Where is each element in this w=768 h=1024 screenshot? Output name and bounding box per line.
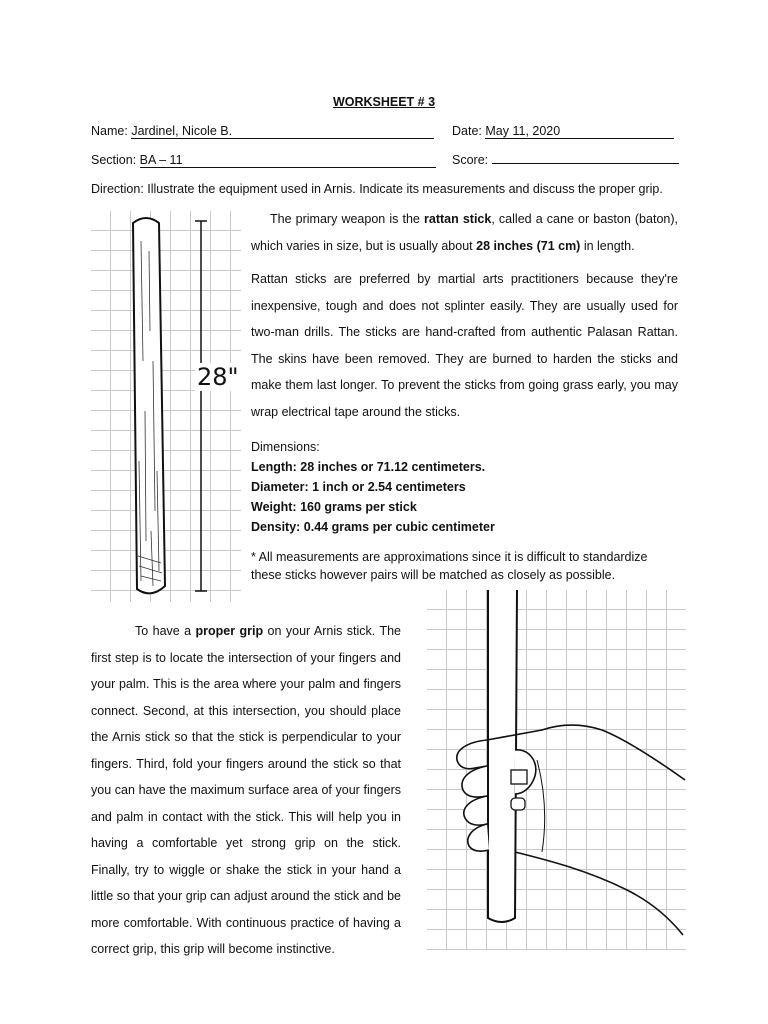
dimension-length: Length: 28 inches or 71.12 centimeters.	[251, 460, 486, 474]
dimensions-block	[251, 437, 678, 537]
rattan-paragraph: Rattan sticks are preferred by martial arts practitioners because they're inexpensive, tough and does not splinter easily. They are usually used for two-man drills. The sticks are hand-crafted from authentic Palasan Rattan. The skins have been removed. They are burned to harden the sticks and make them last longer. To prevent the sticks from going grass early, you may wrap electrical tape around the sticks.	[251, 272, 678, 419]
section-value: BA – 11	[140, 153, 436, 168]
date-row	[452, 124, 674, 139]
name-row	[91, 124, 434, 139]
worksheet-title: WORKSHEET # 3	[332, 95, 436, 109]
date-value: May 11, 2020	[485, 124, 674, 139]
dimension-diameter: Diameter: 1 inch or 2.54 centimeters	[251, 480, 466, 494]
grip-paragraph	[91, 618, 401, 963]
stick-drawing-grid	[91, 211, 241, 602]
dimensions-heading: Dimensions:	[251, 440, 320, 454]
name-label: Name:	[91, 124, 128, 138]
grip-drawing-grid	[427, 590, 686, 950]
length-label: 28"	[197, 363, 239, 391]
dimension-weight: Weight: 160 grams per stick	[251, 500, 417, 514]
direction-text: Direction: Illustrate the equipment used in Arnis. Indicate its measurements and discuss the proper grip.	[91, 182, 663, 196]
dimension-density: Density: 0.44 grams per cubic centimeter	[251, 520, 495, 534]
section-label: Section:	[91, 153, 137, 167]
intro-paragraph	[251, 206, 678, 259]
hand-grip-drawing	[427, 590, 686, 950]
intro-text-3: in length.	[580, 238, 635, 253]
intro-text-1: The primary weapon is the	[270, 212, 424, 226]
score-row	[452, 153, 679, 167]
grip-proper-grip: proper grip	[195, 624, 264, 638]
section-row	[91, 153, 436, 168]
measurement-note: * All measurements are approximations since it is difficult to standardize these sticks however pairs will be matched as closely as possible.	[251, 550, 648, 582]
intro-text-2: , called a cane or baston (baton), which varies in size, but is usually about	[251, 212, 678, 253]
name-value: Jardinel, Nicole B.	[131, 124, 434, 139]
score-value	[492, 163, 679, 164]
score-label: Score:	[452, 153, 489, 167]
grip-text-1: To have a	[135, 624, 196, 638]
intro-length: 28 inches (71 cm)	[476, 238, 581, 253]
date-label: Date:	[452, 124, 482, 138]
grip-text-2: on your Arnis stick. The first step is to locate the intersection of your fingers and your palm. This is the area where your palm and fingers connect. Second, at this intersection, you should place the Arnis stick so that the stick is perpendicular to your fingers. Third, fold your fingers around the stick so that you can have the maximum surface area of your fingers and palm in contact with the stick. This will help you in having a comfortable yet strong grip on the stick. Finally, try to wiggle or shake the stick in your hand a little so that your grip can adjust around the stick and be more comfortable. With continuous practice of having a correct grip, this grip will become instinctive.	[91, 624, 402, 956]
intro-rattan-stick: rattan stick	[424, 212, 492, 226]
rattan-stick-drawing	[91, 211, 241, 602]
